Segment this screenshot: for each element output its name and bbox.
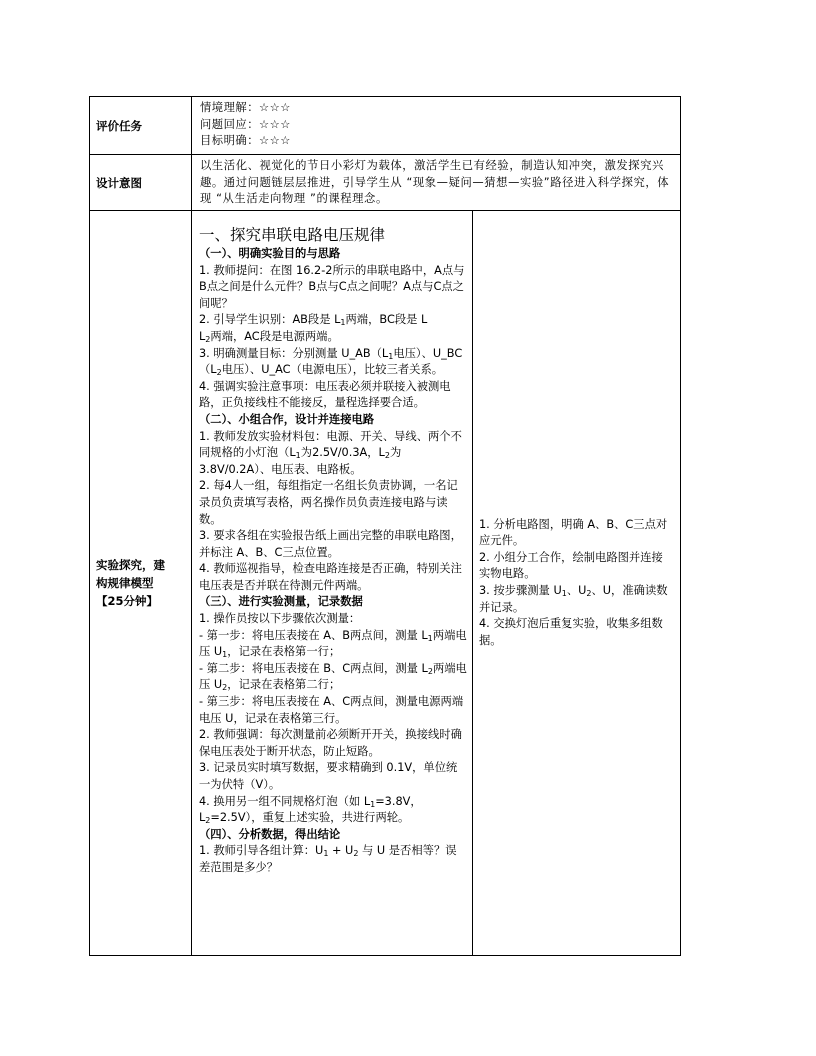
sec3-para2: 2. 教师强调：每次测量前必须断开开关，换接线时确保电压表处于断开状态，防止短路。 bbox=[199, 728, 462, 758]
student-step3: 3. 按步骤测量 $U_1$、$U_2$、U，准确读数并记录。 bbox=[479, 584, 668, 614]
experiment-label-cell bbox=[90, 211, 192, 956]
evaluation-label-cell bbox=[90, 97, 192, 155]
sec3-step3: - 第三步：将电压表接在 A、C两点间，测量电源两端电压 U，记录在表格第三行。 bbox=[199, 695, 464, 725]
design-label-cell bbox=[90, 155, 192, 211]
sec2-para1: 1. 教师发放实验材料包：电源、开关、导线、两个不同规格的小灯泡（$L_1$为2.5V/0.3A，$L_2$为3.8V/0.2A）、电压表、电路板。 bbox=[199, 429, 462, 476]
experiment-label-duration: 【25分钟】 bbox=[96, 594, 159, 608]
student-step4: 4. 交换灯泡后重复实验，收集多组数据。 bbox=[479, 617, 663, 647]
sec1-para1: 1. 教师提问：在图 16.2-2所示的串联电路中，A点与B点之间是什么元件？B点与C点之间呢？A点与C点之间呢？ bbox=[199, 263, 465, 310]
sec2-para3: 3. 要求各组在实验报告纸上画出完整的串联电路图，并标注 A、B、C三点位置。 bbox=[199, 529, 462, 559]
evaluation-content-cell bbox=[192, 97, 681, 155]
sec2-para4: 4. 教师巡视指导，检查电路连接是否正确，特别关注电压表是否并联在待测元件两端。 bbox=[199, 562, 462, 592]
sec2-heading: （二）、小组合作，设计并连接电路 bbox=[199, 412, 375, 426]
experiment-label-line2: 构规律模型 bbox=[96, 576, 154, 590]
teacher-activity-cell bbox=[192, 211, 473, 956]
sec2-para2: 2. 每4人一组，每组指定一名组长负责协调，一名记录员负责填写表格，两名操作员负责连接电路与读数。 bbox=[199, 479, 458, 526]
sec3-para4: 4. 换用另一组不同规格灯泡（如 $L_1=3.8V$，$L_2=2.5V$），重复上述实验，共进行两轮。 bbox=[199, 794, 422, 826]
sec1-heading: （一）、明确实验目的与思路 bbox=[199, 247, 341, 260]
evaluation-label: 评价任务 bbox=[96, 118, 142, 133]
lesson-plan-table bbox=[89, 96, 681, 956]
sec3-para1: 1. 操作员按以下步骤依次测量： bbox=[199, 612, 361, 626]
evaluation-item-situation: 情境理解：☆☆☆ bbox=[200, 101, 291, 114]
sec4-para1: 1. 教师引导各组计算：$U_1 + U_2$ 与 U 是否相等？误差范围是多少？ bbox=[199, 844, 457, 874]
sec3-heading: （三）、进行实验测量，记录数据 bbox=[199, 595, 363, 609]
evaluation-row bbox=[90, 97, 681, 155]
design-label: 设计意图 bbox=[96, 175, 142, 190]
sec1-para3: 3. 明确测量目标：分别测量 $U\_AB(L_1$电压）、$U\_BC(L_2$电压）、U_AC（电源电压），比较三者关系。 bbox=[199, 346, 463, 378]
sec1-para2: 2. 引导学生识别：AB段是 $L_1$两端，BC段是 L $L_2$两端，AC段是电源两端。 bbox=[199, 313, 428, 344]
sec3-step1: - 第一步：将电压表接在 A、B两点间，测量 $L_1$两端电压 $U_1$，记录在表格第一行； bbox=[199, 628, 467, 660]
design-text: 以生活化、视觉化的节日小彩灯为载体，激活学生已有经验，制造认知冲突，激发探究兴趣。通过问题链层层推进，引导学生从 “现象—疑问—猜想—实验”路径进入科学探究，体现 “从生活走向物理 ”的课程理念。 bbox=[200, 159, 670, 206]
sec1-para4: 4. 强调实验注意事项：电压表必须并联接入被测电路，正负接线柱不能接反，量程选择要合适。 bbox=[199, 379, 451, 410]
experiment-row bbox=[90, 211, 681, 956]
design-row bbox=[90, 155, 681, 211]
student-activity-cell bbox=[473, 211, 681, 956]
section-title: 一、探究串联电路电压规律 bbox=[199, 226, 386, 244]
student-step2: 2. 小组分工合作，绘制电路图并连接实物电路。 bbox=[479, 550, 663, 581]
sec3-step2: - 第二步：将电压表接在 B、C两点间，测量 $L_2$两端电压 $U_2$，记录在表格第二行； bbox=[199, 661, 467, 693]
experiment-label-line1: 实验探究，建 bbox=[96, 558, 165, 572]
student-step1: 1. 分析电路图，明确 A、B、C三点对应元件。 bbox=[479, 517, 668, 548]
sec4-heading: （四）、分析数据，得出结论 bbox=[199, 827, 341, 841]
design-content-cell bbox=[192, 155, 681, 211]
evaluation-item-goal: 目标明确：☆☆☆ bbox=[200, 134, 291, 148]
sec3-para3: 3. 记录员实时填写数据，要求精确到 0.1V，单位统一为伏特（V）。 bbox=[199, 761, 458, 791]
evaluation-item-question: 问题回应：☆☆☆ bbox=[200, 117, 291, 131]
